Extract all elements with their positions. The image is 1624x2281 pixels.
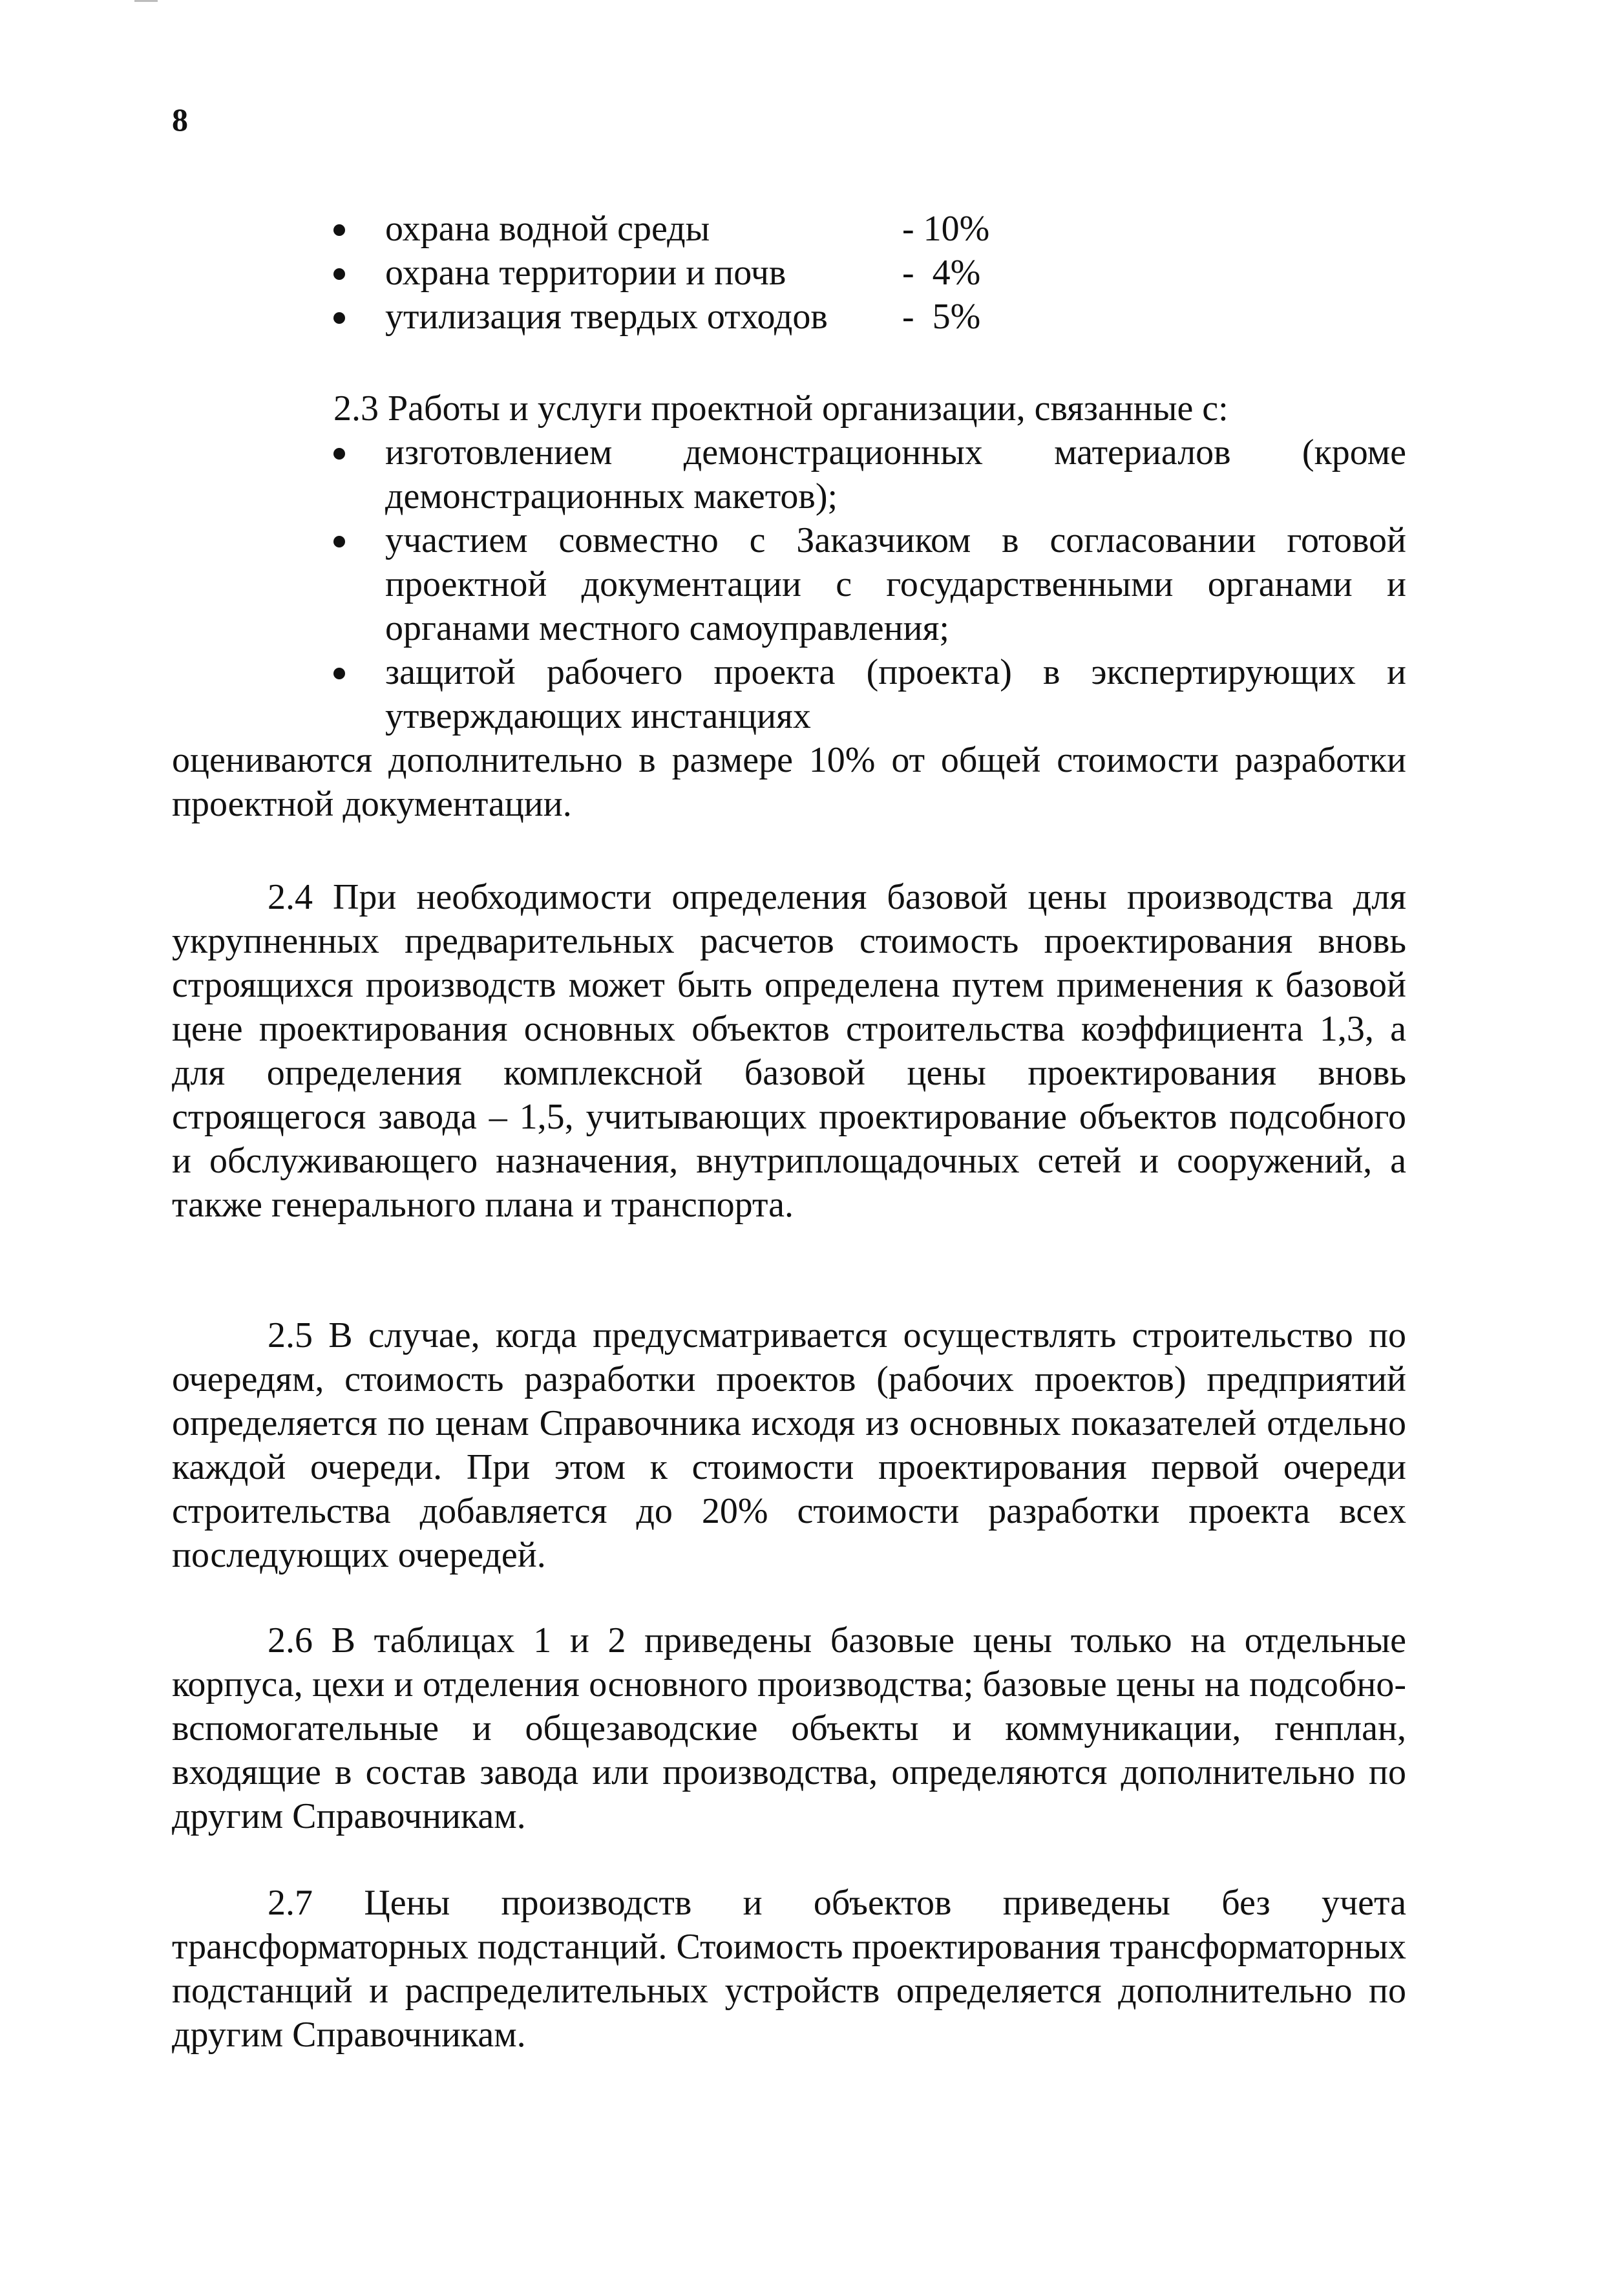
bullet-icon — [333, 668, 345, 679]
bullet-icon — [333, 268, 345, 280]
list-item — [172, 207, 1406, 251]
section-2-3-intro: 2.3 Работы и услуги проектной организации, связанные с: — [333, 388, 1229, 429]
list-item-value: - 5% — [902, 297, 981, 337]
scan-artifact-mark — [134, 0, 158, 2]
bullet-icon — [333, 536, 345, 547]
list-item-label: утилизация твердых отходов — [385, 297, 828, 337]
percent-list — [172, 207, 1406, 339]
section-2-6 — [172, 1618, 1406, 1838]
list-item — [172, 295, 1406, 339]
page-number: 8 — [172, 101, 188, 138]
bullet-icon — [333, 312, 345, 324]
list-item — [172, 518, 1406, 650]
list-item — [172, 430, 1406, 518]
list-item-label: охрана водной среды — [385, 209, 710, 249]
bullet-icon — [333, 448, 345, 460]
section-2-7 — [172, 1881, 1406, 2057]
list-item-label: охрана территории и почв — [385, 253, 786, 293]
bullet-icon — [333, 224, 345, 236]
list-item-text: защитой рабочего проекта (проекта) в экспертирующих и утверждающих инстанциях — [385, 652, 1406, 736]
list-item-value: - 10% — [902, 209, 990, 249]
list-item-text: участием совместно с Заказчиком в согласовании готовой проектной документации с государственными органами и органами местного самоуправления; — [385, 520, 1406, 648]
list-item — [172, 650, 1406, 738]
paragraph-2-7: 2.7 Цены производств и объектов приведены без учета трансформаторных подстанций. Стоимость проектирования трансформаторных подстанций и распределительных устройств определяется дополнительно по другим Справочникам. — [172, 1883, 1406, 2055]
section-2-3-conclusion: оцениваются дополнительно в размере 10% от общей стоимости разработки проектной документации. — [172, 740, 1406, 824]
list-item-text: изготовлением демонстрационных материалов (кроме демонстрационных макетов); — [385, 432, 1406, 516]
list-item-value: - 4% — [902, 253, 981, 293]
paragraph-2-5: 2.5 В случае, когда предусматривается осуществлять строительство по очередям, стоимость разработки проектов (рабочих проектов) предприятий определяется по ценам Справочника исходя из основных показателей отдельно каждой очереди. При этом к стоимости проектирования первой очереди строительства добавляется до 20% стоимости разработки проекта всех последующих очередей. — [172, 1315, 1406, 1575]
list-item — [172, 251, 1406, 295]
section-2-5 — [172, 1313, 1406, 1577]
paragraph-2-4: 2.4 При необходимости определения базовой цены производства для укрупненных предварительных расчетов стоимость проектирования вновь строящихся производств может быть определена путем применения к базовой цене проектирования основных объектов строительства коэффициента 1,3, а для определения комплексной базовой цены проектирования вновь строящегося завода – 1,5, учитывающих проектирование объектов подсобного и обслуживающего назначения, внутриплощадочных сетей и сооружений, а также генерального плана и транспорта. — [172, 877, 1406, 1225]
section-2-3 — [172, 387, 1406, 826]
section-2-4 — [172, 875, 1406, 1227]
paragraph-2-6: 2.6 В таблицах 1 и 2 приведены базовые цены только на отдельные корпуса, цехи и отделения основного производства; базовые цены на подсобно-вспомогательные и общезаводские объекты и коммуникации, генплан, входящие в состав завода или производства, определяются дополнительно по другим Справочникам. — [172, 1620, 1406, 1836]
